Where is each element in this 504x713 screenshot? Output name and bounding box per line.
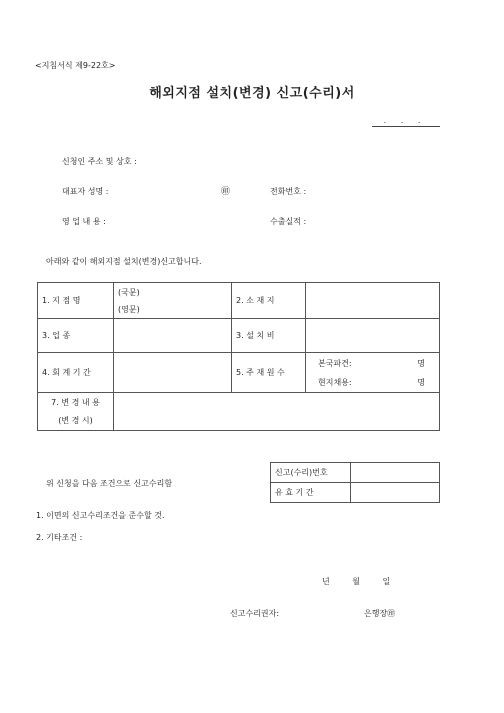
branch-name-cell[interactable] bbox=[114, 283, 232, 319]
condition-2: 2. 기타조건 : bbox=[36, 533, 83, 542]
table-row bbox=[271, 463, 440, 483]
table-row bbox=[38, 393, 440, 431]
table-row bbox=[38, 319, 440, 353]
table-row bbox=[38, 283, 440, 319]
change-content-cell[interactable] bbox=[114, 393, 440, 431]
fiscal-period-label: 4. 회 계 기 간 bbox=[38, 353, 114, 393]
fiscal-period-cell[interactable] bbox=[114, 353, 232, 393]
export-label: 수출실적 : bbox=[270, 217, 307, 226]
table-row bbox=[38, 353, 440, 393]
date-blank: . . . bbox=[383, 116, 427, 125]
staff-count-cell[interactable] bbox=[306, 353, 440, 393]
date-line: 년 월 일 bbox=[322, 577, 391, 586]
english-name-label: (영문) bbox=[118, 304, 140, 314]
seal-mark: ㊞ bbox=[221, 187, 231, 197]
staff-count-label: 5. 주 재 원 수 bbox=[232, 353, 306, 393]
setup-cost-cell[interactable] bbox=[306, 319, 440, 353]
table-row bbox=[271, 483, 440, 503]
korean-name-label: (국문) bbox=[118, 287, 140, 297]
bank-seal: 은행장㊞ bbox=[364, 609, 396, 618]
local-hire-unit: 명 bbox=[417, 377, 425, 387]
acceptance-text: 위 신청을 다음 조건으로 신고수리함 bbox=[46, 479, 173, 488]
page-title: 해외지점 설치(변경) 신고(수리)서 bbox=[149, 86, 355, 101]
condition-1: 1. 이면의 신고수리조건을 준수할 것. bbox=[36, 511, 165, 520]
dispatch-label: 본국파견: bbox=[318, 358, 352, 368]
report-number-cell[interactable] bbox=[351, 463, 440, 483]
application-table bbox=[37, 282, 440, 431]
branch-name-label: 1. 지 점 명 bbox=[38, 283, 114, 319]
validity-cell[interactable] bbox=[351, 483, 440, 503]
phone-label: 전화번호 : bbox=[270, 187, 307, 196]
authority-label: 신고수리권자: bbox=[230, 609, 280, 618]
location-label: 2. 소 재 지 bbox=[232, 283, 306, 319]
local-hire-label: 현지채용: bbox=[318, 377, 352, 387]
industry-label: 3. 업 종 bbox=[38, 319, 114, 353]
change-content-label: 7. 변 경 내 용 (변 경 시) bbox=[38, 393, 114, 431]
business-label: 영 업 내 용 : bbox=[62, 217, 106, 226]
address-label: 신청인 주소 및 상호 : bbox=[62, 157, 137, 166]
reference-table bbox=[270, 462, 440, 503]
form-number: <지침서식 제9-22호> bbox=[35, 61, 116, 70]
validity-label: 유 효 기 간 bbox=[271, 483, 351, 503]
date-underline bbox=[372, 126, 440, 127]
industry-cell[interactable] bbox=[114, 319, 232, 353]
report-number-label: 신고(수리)번호 bbox=[271, 463, 351, 483]
location-cell[interactable] bbox=[306, 283, 440, 319]
setup-cost-label: 3. 설 치 비 bbox=[232, 319, 306, 353]
dispatch-unit: 명 bbox=[417, 358, 425, 368]
declaration-text: 아래와 같이 해외지점 설치(변경)신고합니다. bbox=[46, 257, 202, 266]
representative-label: 대표자 성명 : bbox=[62, 187, 109, 196]
